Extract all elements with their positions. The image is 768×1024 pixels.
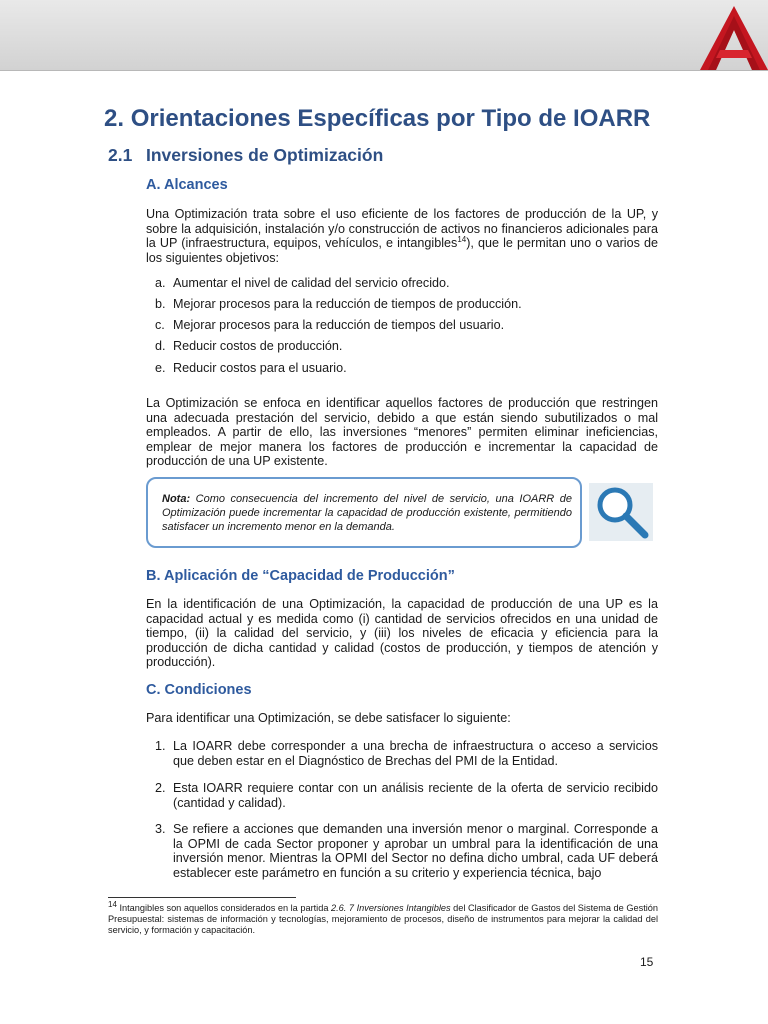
list-item: b. Mejorar procesos para la reducción de tiempos de producción. [155,297,522,311]
title-number: 2. [104,105,125,132]
condiciones-intro: Para identificar una Optimización, se debe satisfacer lo siguiente: [146,711,511,725]
list-item: e. Reducir costos para el usuario. [155,361,347,375]
note-box [146,477,582,548]
aplicacion-heading: B. Aplicación de “Capacidad de Producción” [146,568,455,584]
list-item: d. Reducir costos de producción. [155,339,343,353]
page-number: 15 [640,955,654,969]
note-text: Nota: Como consecuencia del incremento del nivel de servicio, una IOARR de Optimización puede incrementar la capacidad de producción existente, permitiendo satisfacer un incremento menor en la demanda. [162,493,572,533]
note-label: Nota: [162,493,191,505]
page-title [104,105,650,133]
alcances-closing: La Optimización se enfoca en identificar aquellos factores de producción que restringen una adecuada prestación del servicio, debido a que están siendo subutilizados o mal empleados. A partir de ello, las inversiones “menores” permiten eliminar ineficiencias, emplear de mejor manera los factores de producción e incrementar la capacidad de producción de una UP existente. [146,396,658,468]
footnote: $^{14}$ Intangibles son aquellos considerados en la partida 2.6. 7 Inversiones Intangibles del Clasificador de Gastos del Sistema de Gestión Presupuestal: sistemas de información y tecnologías, mejoramiento de procesos, diseño de instrumentos para mejorar la calidad del servicio, y formación y capacitación. [108,899,659,935]
list-item: c. Mejorar procesos para la reducción de tiempos del usuario. [155,318,505,332]
page-header-bar [0,0,768,71]
footnote-divider [108,897,296,898]
alcances-heading: A. Alcances [146,177,228,193]
numbered-item: 3. Se refiere a acciones que demanden una inversión menor o marginal. Corresponde a la OPMI de cada Sector proponer y aprobar un umbral para la identificación de una inversión menor. Mientras la OPMI del Sector no defina dicho umbral, cada UF deberá establecer este parámetro en función a su criterio y experiencia técnica, bajo [155,822,658,880]
title-text: Orientaciones Específicas por Tipo de IOARR [130,105,651,132]
numbered-item: 2. Esta IOARR requiere contar con un análisis reciente de la oferta de servicio recibido (cantidad y calidad). [155,781,658,810]
list-item: a. Aumentar el nivel de calidad del servicio ofrecido. [155,276,450,290]
condiciones-heading: C. Condiciones [146,682,252,698]
section-heading [108,145,383,166]
magnifier-icon [589,483,653,541]
section-text: Inversiones de Optimización [146,145,384,165]
numbered-item: 1. La IOARR debe corresponder a una brecha de infraestructura o acceso a servicios que deben estar en el Diagnóstico de Brechas del PMI de la Entidad. [155,739,658,768]
alcances-intro: Una Optimización trata sobre el uso eficiente de los factores de producción de la UP, y sobre la adquisición, instalación y/o construcción de activos no financieros adicionales para la UP (infraestructura, equipos, vehículos, e intangibles$^{14}$), que le permitan uno o varios de los siguientes objetivos: [146,207,658,265]
footnote-ref: 14 [457,234,467,244]
red-triangle-logo-icon [700,6,768,70]
aplicacion-text: En la identificación de una Optimización, la capacidad de producción de una UP es la capacidad actual y es medida como (i) cantidad de servicios ofrecidos en una unidad de tiempo, (ii) la calidad del servicio, y (iii) los niveles de eficacia y eficiencia para la producción de dicha cantidad y calidad (costos de producción, y tiempos de atención y producción). [146,597,658,669]
section-number: 2.1 [108,145,133,165]
